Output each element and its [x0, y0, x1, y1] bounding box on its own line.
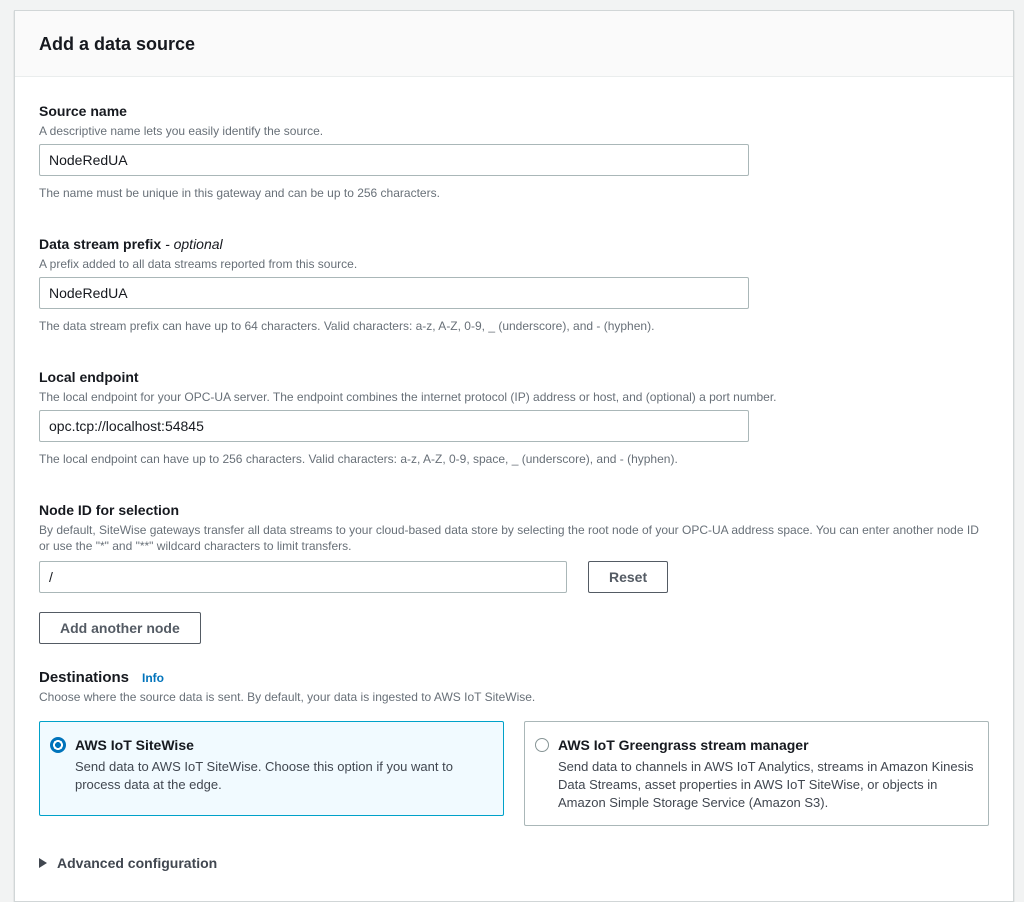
destinations-header: [39, 669, 989, 686]
field-data-stream-prefix: [39, 234, 989, 334]
advanced-configuration-toggle[interactable]: [39, 855, 989, 871]
local-endpoint-constraint: The local endpoint can have up to 256 characters. Valid characters: a-z, A-Z, 0-9, space, _ (underscore), and - (hyphen).: [39, 452, 678, 466]
data-stream-prefix-constraint: The data stream prefix can have up to 64 characters. Valid characters: a-z, A-Z, 0-9, _ (underscore), and - (hyphen).: [39, 319, 655, 333]
caret-right-icon: [39, 858, 47, 868]
tile-description: Send data to AWS IoT SiteWise. Choose this option if you want to process data at the edge.: [75, 759, 453, 792]
tile-greengrass-stream-manager[interactable]: [524, 721, 989, 826]
destinations-description: Choose where the source data is sent. By default, your data is ingested to AWS IoT SiteWise.: [39, 690, 536, 704]
node-id-input[interactable]: [39, 561, 567, 593]
field-node-id: [39, 500, 989, 593]
data-stream-prefix-label: [39, 234, 989, 254]
destination-tiles: [39, 721, 989, 826]
advanced-configuration-label: Advanced configuration: [57, 855, 218, 871]
data-stream-prefix-description: A prefix added to all data streams reported from this source.: [39, 257, 358, 271]
tile-aws-iot-sitewise[interactable]: [39, 721, 504, 816]
radio-icon[interactable]: [535, 738, 549, 752]
tile-content: [75, 735, 489, 794]
source-name-label: Source name: [39, 103, 127, 119]
source-name-description: A descriptive name lets you easily identify the source.: [39, 124, 324, 138]
tile-title: AWS IoT Greengrass stream manager: [558, 737, 809, 753]
data-stream-prefix-label-text: Data stream prefix: [39, 236, 162, 252]
tile-description: Send data to channels in AWS IoT Analytics, streams in Amazon Kinesis Data Streams, asset properties in AWS IoT SiteWise, or objects in Amazon Simple Storage Service (Amazon S3).: [558, 759, 974, 810]
field-local-endpoint: [39, 367, 989, 467]
add-data-source-panel: [14, 10, 1014, 902]
field-source-name: [39, 101, 989, 201]
reset-button[interactable]: Reset: [588, 561, 668, 593]
local-endpoint-label: Local endpoint: [39, 369, 139, 385]
panel-body: [15, 77, 1013, 901]
tile-content: [558, 735, 974, 812]
add-another-node-button[interactable]: Add another node: [39, 612, 201, 644]
data-stream-prefix-input[interactable]: [39, 277, 749, 309]
panel-header: [15, 11, 1013, 77]
source-name-input[interactable]: [39, 144, 749, 176]
optional-suffix: - optional: [165, 236, 223, 252]
source-name-constraint: The name must be unique in this gateway and can be up to 256 characters.: [39, 186, 440, 200]
destinations-label: Destinations: [39, 669, 130, 686]
node-id-description: By default, SiteWise gateways transfer all data streams to your cloud-based data store by selecting the root node of your OPC-UA address space. You can enter another node ID or use the "*" and "**" wildcard characters to limit transfers.: [39, 523, 979, 553]
info-link[interactable]: Info: [142, 671, 165, 685]
radio-icon[interactable]: [50, 737, 66, 753]
local-endpoint-description: The local endpoint for your OPC-UA server. The endpoint combines the internet protocol (IP) address or host, and (optional) a port number.: [39, 390, 777, 404]
local-endpoint-input[interactable]: [39, 410, 749, 442]
tile-title: AWS IoT SiteWise: [75, 737, 194, 753]
node-id-label: Node ID for selection: [39, 502, 180, 518]
panel-title: Add a data source: [39, 34, 196, 54]
node-id-row: [39, 561, 989, 593]
